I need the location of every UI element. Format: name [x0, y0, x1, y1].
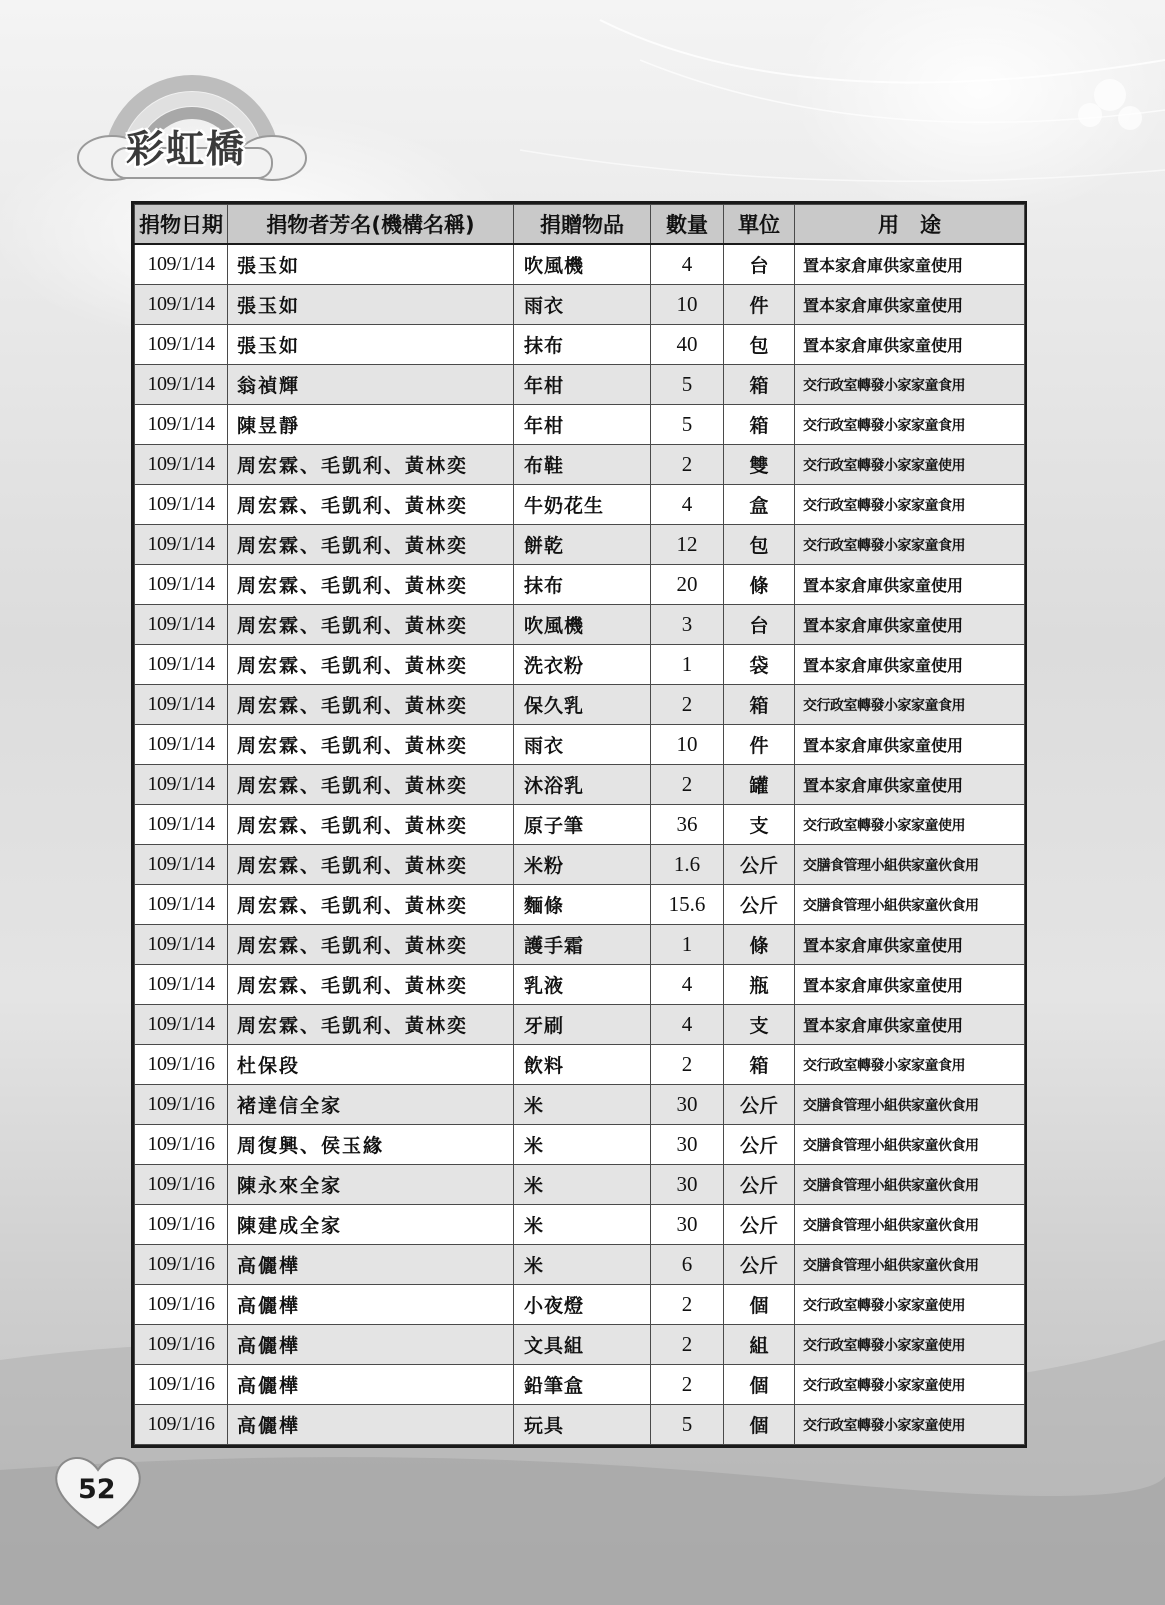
cell-quantity: 30 — [651, 1165, 724, 1205]
cell-purpose: 置本家倉庫供家童使用 — [795, 244, 1025, 285]
cell-date: 109/1/16 — [135, 1085, 228, 1125]
table-header-row — [135, 205, 1025, 245]
cell-unit: 件 — [724, 285, 795, 325]
table-row — [135, 1125, 1025, 1165]
cell-unit: 公斤 — [724, 1205, 795, 1245]
cell-quantity: 2 — [651, 1045, 724, 1085]
cell-donor: 高儷樺 — [228, 1365, 514, 1405]
cell-date: 109/1/16 — [135, 1405, 228, 1445]
cell-date: 109/1/14 — [135, 285, 228, 325]
cell-item: 文具組 — [514, 1325, 651, 1365]
cell-date: 109/1/14 — [135, 244, 228, 285]
cell-date: 109/1/14 — [135, 325, 228, 365]
cell-quantity: 3 — [651, 605, 724, 645]
cell-item: 年柑 — [514, 405, 651, 445]
cell-quantity: 2 — [651, 765, 724, 805]
cell-unit: 件 — [724, 725, 795, 765]
table-row — [135, 885, 1025, 925]
table-row — [135, 1205, 1025, 1245]
table-row — [135, 685, 1025, 725]
cell-quantity: 5 — [651, 365, 724, 405]
cell-donor: 高儷樺 — [228, 1405, 514, 1445]
cell-purpose: 交行政室轉發小家家童使用 — [795, 1405, 1025, 1445]
cell-unit: 袋 — [724, 645, 795, 685]
cell-date: 109/1/16 — [135, 1285, 228, 1325]
cell-quantity: 10 — [651, 725, 724, 765]
cell-item: 米 — [514, 1245, 651, 1285]
cell-date: 109/1/14 — [135, 765, 228, 805]
cell-donor: 周宏霖、毛凱利、黃林奕 — [228, 1005, 514, 1045]
table-row — [135, 1245, 1025, 1285]
cell-donor: 翁禎輝 — [228, 365, 514, 405]
table-row — [135, 365, 1025, 405]
cell-item: 護手霜 — [514, 925, 651, 965]
table-row — [135, 925, 1025, 965]
cell-donor: 陳昱靜 — [228, 405, 514, 445]
cell-donor: 周宏霖、毛凱利、黃林奕 — [228, 805, 514, 845]
cell-date: 109/1/16 — [135, 1365, 228, 1405]
cell-quantity: 2 — [651, 1365, 724, 1405]
cell-unit: 公斤 — [724, 1245, 795, 1285]
cell-unit: 公斤 — [724, 845, 795, 885]
table-row — [135, 1085, 1025, 1125]
cell-unit: 條 — [724, 925, 795, 965]
cell-item: 沐浴乳 — [514, 765, 651, 805]
donation-table — [131, 201, 1027, 1448]
cell-quantity: 5 — [651, 1405, 724, 1445]
cell-purpose: 交行政室轉發小家家童食用 — [795, 1045, 1025, 1085]
cell-quantity: 4 — [651, 244, 724, 285]
cell-unit: 支 — [724, 1005, 795, 1045]
cell-date: 109/1/16 — [135, 1125, 228, 1165]
cell-unit: 包 — [724, 325, 795, 365]
table-row — [135, 485, 1025, 525]
cell-quantity: 12 — [651, 525, 724, 565]
cell-item: 米 — [514, 1205, 651, 1245]
cell-donor: 高儷樺 — [228, 1245, 514, 1285]
cell-purpose: 置本家倉庫供家童使用 — [795, 1005, 1025, 1045]
cell-donor: 杜保段 — [228, 1045, 514, 1085]
cell-item: 小夜燈 — [514, 1285, 651, 1325]
table-row — [135, 1285, 1025, 1325]
cell-donor: 周宏霖、毛凱利、黃林奕 — [228, 965, 514, 1005]
cell-date: 109/1/16 — [135, 1045, 228, 1085]
cell-purpose: 置本家倉庫供家童使用 — [795, 645, 1025, 685]
cell-item: 洗衣粉 — [514, 645, 651, 685]
table-row — [135, 725, 1025, 765]
cell-quantity: 1 — [651, 645, 724, 685]
cell-purpose: 交行政室轉發小家家童食用 — [795, 485, 1025, 525]
table-row — [135, 405, 1025, 445]
cell-purpose: 置本家倉庫供家童使用 — [795, 925, 1025, 965]
cell-unit: 台 — [724, 244, 795, 285]
cell-unit: 箱 — [724, 365, 795, 405]
cell-unit: 雙 — [724, 445, 795, 485]
table-row — [135, 805, 1025, 845]
cell-date: 109/1/14 — [135, 845, 228, 885]
cell-unit: 公斤 — [724, 1165, 795, 1205]
table-row — [135, 1365, 1025, 1405]
column-header-item: 捐贈物品 — [514, 205, 651, 245]
cell-purpose: 置本家倉庫供家童使用 — [795, 765, 1025, 805]
cell-date: 109/1/14 — [135, 925, 228, 965]
cell-item: 抹布 — [514, 325, 651, 365]
cell-unit: 罐 — [724, 765, 795, 805]
cell-date: 109/1/16 — [135, 1205, 228, 1245]
cell-quantity: 4 — [651, 485, 724, 525]
cell-quantity: 10 — [651, 285, 724, 325]
cell-donor: 周宏霖、毛凱利、黃林奕 — [228, 885, 514, 925]
cell-date: 109/1/14 — [135, 565, 228, 605]
cell-purpose: 交行政室轉發小家家童使用 — [795, 1285, 1025, 1325]
table-row — [135, 1325, 1025, 1365]
cell-item: 米粉 — [514, 845, 651, 885]
cell-donor: 周宏霖、毛凱利、黃林奕 — [228, 565, 514, 605]
cell-date: 109/1/14 — [135, 365, 228, 405]
cell-quantity: 2 — [651, 445, 724, 485]
cell-quantity: 6 — [651, 1245, 724, 1285]
column-header-donor: 捐物者芳名(機構名稱) — [228, 205, 514, 245]
cell-purpose: 置本家倉庫供家童使用 — [795, 325, 1025, 365]
cell-item: 牙刷 — [514, 1005, 651, 1045]
cell-unit: 公斤 — [724, 885, 795, 925]
cell-item: 米 — [514, 1125, 651, 1165]
cell-unit: 個 — [724, 1405, 795, 1445]
cell-purpose: 置本家倉庫供家童使用 — [795, 965, 1025, 1005]
cell-date: 109/1/14 — [135, 485, 228, 525]
table-row — [135, 645, 1025, 685]
cell-donor: 周宏霖、毛凱利、黃林奕 — [228, 725, 514, 765]
table-row — [135, 325, 1025, 365]
cell-date: 109/1/14 — [135, 725, 228, 765]
cell-unit: 公斤 — [724, 1085, 795, 1125]
cell-date: 109/1/14 — [135, 445, 228, 485]
cell-purpose: 交行政室轉發小家家童食用 — [795, 525, 1025, 565]
cell-donor: 褚達信全家 — [228, 1085, 514, 1125]
cell-item: 年柑 — [514, 365, 651, 405]
page-number: 52 — [78, 1474, 116, 1505]
cell-quantity: 1 — [651, 925, 724, 965]
cell-donor: 張玉如 — [228, 325, 514, 365]
cell-donor: 周宏霖、毛凱利、黃林奕 — [228, 685, 514, 725]
table-row — [135, 765, 1025, 805]
cell-donor: 周宏霖、毛凱利、黃林奕 — [228, 445, 514, 485]
cell-purpose: 交行政室轉發小家家童食用 — [795, 685, 1025, 725]
cell-purpose: 置本家倉庫供家童使用 — [795, 285, 1025, 325]
cell-item: 吹風機 — [514, 244, 651, 285]
cell-item: 鉛筆盒 — [514, 1365, 651, 1405]
cell-purpose: 交膳食管理小組供家童伙食用 — [795, 1085, 1025, 1125]
cell-date: 109/1/14 — [135, 965, 228, 1005]
cell-item: 飲料 — [514, 1045, 651, 1085]
cell-item: 吹風機 — [514, 605, 651, 645]
cell-unit: 盒 — [724, 485, 795, 525]
cell-date: 109/1/14 — [135, 1005, 228, 1045]
cell-purpose: 交行政室轉發小家家童食用 — [795, 405, 1025, 445]
table-row — [135, 1045, 1025, 1085]
cell-donor: 高儷樺 — [228, 1325, 514, 1365]
cell-purpose: 交膳食管理小組供家童伙食用 — [795, 1205, 1025, 1245]
cell-unit: 箱 — [724, 685, 795, 725]
table-row — [135, 1405, 1025, 1445]
cell-unit: 支 — [724, 805, 795, 845]
column-header-date: 捐物日期 — [135, 205, 228, 245]
cell-quantity: 4 — [651, 1005, 724, 1045]
cell-quantity: 2 — [651, 1325, 724, 1365]
cell-donor: 張玉如 — [228, 244, 514, 285]
cell-unit: 瓶 — [724, 965, 795, 1005]
cell-item: 牛奶花生 — [514, 485, 651, 525]
cell-quantity: 30 — [651, 1125, 724, 1165]
cell-purpose: 交行政室轉發小家家童食用 — [795, 365, 1025, 405]
cell-purpose: 交行政室轉發小家家童使用 — [795, 1325, 1025, 1365]
cell-date: 109/1/16 — [135, 1165, 228, 1205]
cell-unit: 個 — [724, 1285, 795, 1325]
cell-donor: 張玉如 — [228, 285, 514, 325]
table-row — [135, 445, 1025, 485]
cell-purpose: 交膳食管理小組供家童伙食用 — [795, 1245, 1025, 1285]
cell-item: 布鞋 — [514, 445, 651, 485]
cell-date: 109/1/14 — [135, 805, 228, 845]
cell-date: 109/1/14 — [135, 525, 228, 565]
cell-unit: 箱 — [724, 1045, 795, 1085]
cell-item: 米 — [514, 1085, 651, 1125]
cell-donor: 陳建成全家 — [228, 1205, 514, 1245]
cell-date: 109/1/16 — [135, 1325, 228, 1365]
cell-purpose: 交膳食管理小組供家童伙食用 — [795, 1125, 1025, 1165]
cell-quantity: 36 — [651, 805, 724, 845]
cell-item: 保久乳 — [514, 685, 651, 725]
column-header-quantity: 數量 — [651, 205, 724, 245]
cell-unit: 條 — [724, 565, 795, 605]
cell-purpose: 置本家倉庫供家童使用 — [795, 565, 1025, 605]
cell-item: 雨衣 — [514, 285, 651, 325]
cell-quantity: 30 — [651, 1085, 724, 1125]
cell-date: 109/1/14 — [135, 645, 228, 685]
cell-purpose: 置本家倉庫供家童使用 — [795, 605, 1025, 645]
cell-unit: 組 — [724, 1325, 795, 1365]
logo-title: 彩虹橋 — [126, 127, 247, 171]
cell-quantity: 15.6 — [651, 885, 724, 925]
table-row — [135, 1005, 1025, 1045]
cell-date: 109/1/14 — [135, 405, 228, 445]
cell-item: 麵條 — [514, 885, 651, 925]
cell-donor: 周宏霖、毛凱利、黃林奕 — [228, 485, 514, 525]
cell-date: 109/1/14 — [135, 605, 228, 645]
cell-quantity: 40 — [651, 325, 724, 365]
cell-quantity: 5 — [651, 405, 724, 445]
cell-donor: 陳永來全家 — [228, 1165, 514, 1205]
column-header-unit: 單位 — [724, 205, 795, 245]
cell-donor: 周宏霖、毛凱利、黃林奕 — [228, 605, 514, 645]
table-row — [135, 845, 1025, 885]
column-header-purpose: 用 途 — [795, 205, 1025, 245]
cell-donor: 周復興、侯玉緣 — [228, 1125, 514, 1165]
cell-purpose: 交膳食管理小組供家童伙食用 — [795, 845, 1025, 885]
table-row — [135, 965, 1025, 1005]
cell-item: 米 — [514, 1165, 651, 1205]
cell-unit: 個 — [724, 1365, 795, 1405]
table-body — [135, 244, 1025, 1445]
cell-donor: 周宏霖、毛凱利、黃林奕 — [228, 845, 514, 885]
cell-donor: 周宏霖、毛凱利、黃林奕 — [228, 925, 514, 965]
cell-item: 乳液 — [514, 965, 651, 1005]
cell-item: 玩具 — [514, 1405, 651, 1445]
cell-item: 雨衣 — [514, 725, 651, 765]
table-row — [135, 244, 1025, 285]
table-row — [135, 525, 1025, 565]
cell-unit: 公斤 — [724, 1125, 795, 1165]
cell-purpose: 置本家倉庫供家童使用 — [795, 725, 1025, 765]
cell-quantity: 30 — [651, 1205, 724, 1245]
cell-item: 抹布 — [514, 565, 651, 605]
cell-item: 餅乾 — [514, 525, 651, 565]
cell-unit: 箱 — [724, 405, 795, 445]
cell-date: 109/1/16 — [135, 1245, 228, 1285]
cell-purpose: 交行政室轉發小家家童使用 — [795, 805, 1025, 845]
cell-quantity: 2 — [651, 685, 724, 725]
cell-purpose: 交膳食管理小組供家童伙食用 — [795, 885, 1025, 925]
table-row — [135, 565, 1025, 605]
cell-donor: 周宏霖、毛凱利、黃林奕 — [228, 765, 514, 805]
cell-purpose: 交行政室轉發小家家童使用 — [795, 445, 1025, 485]
cell-date: 109/1/14 — [135, 885, 228, 925]
cell-date: 109/1/14 — [135, 685, 228, 725]
cell-unit: 台 — [724, 605, 795, 645]
cell-donor: 周宏霖、毛凱利、黃林奕 — [228, 525, 514, 565]
table-row — [135, 285, 1025, 325]
cell-quantity: 2 — [651, 1285, 724, 1325]
cell-quantity: 1.6 — [651, 845, 724, 885]
cell-item: 原子筆 — [514, 805, 651, 845]
cell-quantity: 20 — [651, 565, 724, 605]
cell-purpose: 交行政室轉發小家家童使用 — [795, 1365, 1025, 1405]
cell-quantity: 4 — [651, 965, 724, 1005]
table-row — [135, 605, 1025, 645]
cell-donor: 高儷樺 — [228, 1285, 514, 1325]
cell-donor: 周宏霖、毛凱利、黃林奕 — [228, 645, 514, 685]
table-row — [135, 1165, 1025, 1205]
cell-purpose: 交膳食管理小組供家童伙食用 — [795, 1165, 1025, 1205]
cell-unit: 包 — [724, 525, 795, 565]
